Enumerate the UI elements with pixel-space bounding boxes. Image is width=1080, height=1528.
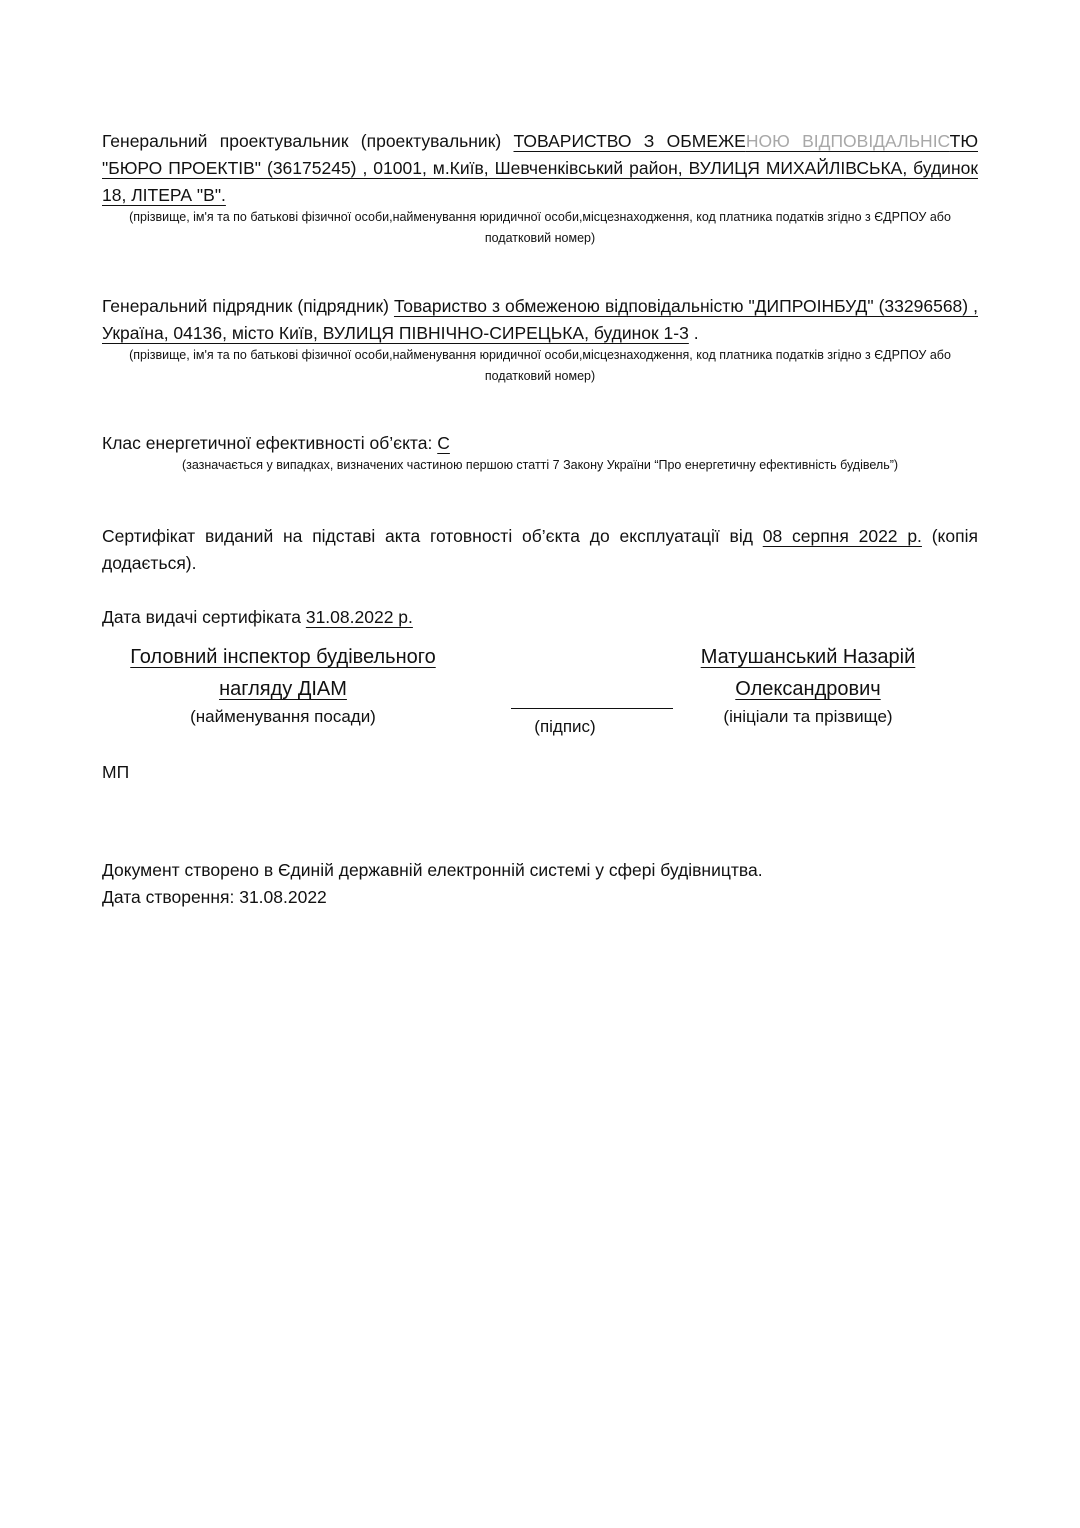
contractor-hint: (прізвище, ім'я та по батькові фізичної особи,найменування юридичної особи,місцезнаходження, код платника податків згідно з ЄДРПОУ або податковий номер)	[129, 348, 951, 383]
energy-hint: (зазначається у випадках, визначених частиною першою статті 7 Закону України “Про енергетичну ефективність будівель”)	[181, 458, 899, 472]
designer-label: Генеральний проектувальник (проектувальник)	[102, 131, 502, 151]
footer-created-in: Документ створено в Єдиній державній електронній системі у сфері будівництва.	[102, 860, 763, 880]
certificate-paragraph	[102, 523, 978, 577]
certificate-text-before: Сертифікат виданий на підставі акта готовності об’єкта до експлуатації від	[102, 526, 753, 546]
certificate-text-after: (копія додається).	[102, 526, 978, 573]
position-line1: Головний інспектор будівельного	[130, 646, 436, 668]
name-line2: Олександрович	[735, 678, 881, 700]
name-line1: Матушанський Назарій	[700, 646, 916, 668]
energy-paragraph	[102, 430, 978, 457]
contractor-suffix: .	[688, 323, 699, 343]
name-block	[678, 641, 938, 729]
energy-label: Клас енергетичної ефективності об’єкта:	[102, 433, 433, 453]
certificate-date: 08 серпня 2022 р.	[762, 526, 922, 546]
name-caption: (ініціали та прізвище)	[723, 707, 893, 726]
stamp-label: МП	[102, 762, 130, 782]
designer-hint: (прізвище, ім'я та по батькові фізичної особи,найменування юридичної особи,місцезнаходження, код платника податків згідно з ЄДРПОУ або податковий номер)	[129, 210, 951, 245]
designer-paragraph	[102, 128, 978, 209]
footer-created-date: Дата створення: 31.08.2022	[102, 887, 327, 907]
signature-caption: (підпис)	[534, 717, 596, 736]
signature-block	[505, 715, 625, 739]
signature-line	[511, 708, 673, 709]
contractor-label: Генеральний підрядник (підрядник)	[102, 296, 389, 316]
issue-date-value: 31.08.2022 р.	[305, 607, 413, 627]
designer-value-part2: НОЮ ВІДПОВІДАЛЬНІС	[745, 131, 950, 151]
designer-value-part3: ТЮ "БЮРО ПРОЕКТІВ" (36175245) , 01001, м.Київ, Шевченківський район, ВУЛИЦЯ МИХАЙЛІВСЬКА, будинок 18, ЛІТЕРА "В".	[102, 131, 978, 205]
designer-value-part1: ТОВАРИСТВО З ОБМЕЖЕ	[513, 131, 746, 151]
position-line2: нагляду ДІАМ	[219, 678, 347, 700]
position-title	[103, 641, 463, 705]
issue-date-label: Дата видачі сертифіката	[102, 607, 301, 627]
energy-value: C	[437, 433, 450, 453]
issue-date-line	[102, 604, 413, 631]
contractor-value: Товариство з обмеженою відповідальністю "ДИПРОІНБУД" (33296568) , Україна, 04136, місто Київ, ВУЛИЦЯ ПІВНІЧНО-СИРЕЦЬКА, будинок 1-3	[102, 296, 978, 343]
position-caption: (найменування посади)	[190, 707, 376, 726]
inspector-name	[678, 641, 938, 705]
contractor-paragraph	[102, 293, 978, 347]
position-block	[103, 641, 463, 729]
